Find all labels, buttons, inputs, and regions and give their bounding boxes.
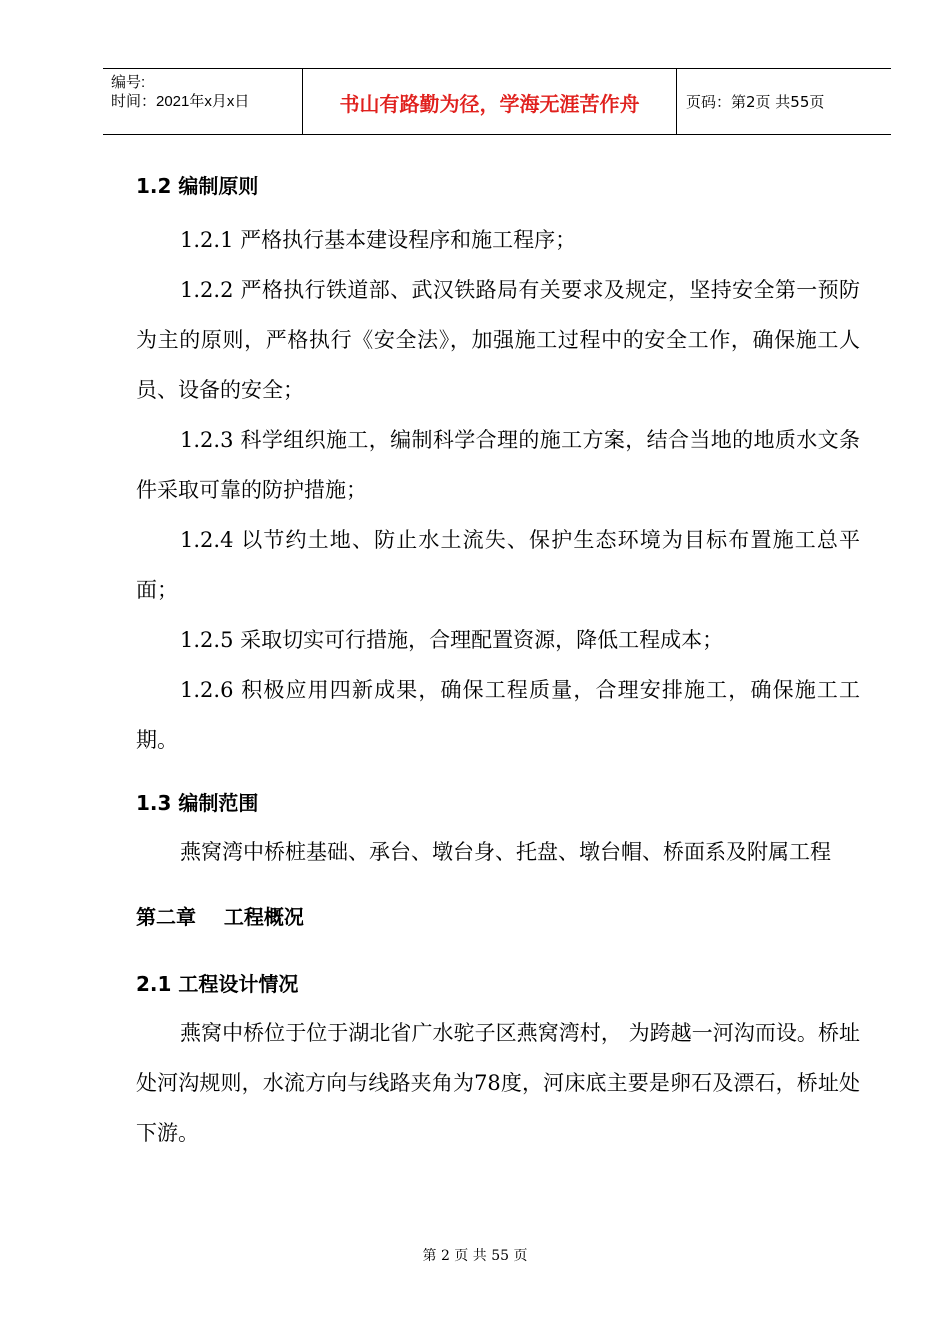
document-time-label: 时间：2021年x月x日 [111, 93, 250, 110]
paragraph-1-2-3: 1.2.3 科学组织施工，编制科学合理的施工方案，结合当地的地质水文条件采取可靠的防护措施； [136, 428, 860, 502]
document-number-label: 编号: [111, 74, 146, 91]
paragraph-1-2-5: 1.2.5 采取切实可行措施，合理配置资源，降低工程成本； [180, 628, 724, 652]
paragraph-1-2-2: 1.2.2 严格执行铁道部、武汉铁路局有关要求及规定，坚持安全第一预防为主的原则，严格执行《安全法》，加强施工过程中的安全工作，确保施工人员、设备的安全； [136, 278, 860, 402]
paragraph-1-2-1: 1.2.1 严格执行基本建设程序和施工程序； [180, 228, 577, 252]
section-title-2-1: 2.1 工程设计情况 [136, 972, 299, 996]
header-motto: 书山有路勤为径，学海无涯苦作舟 [303, 69, 677, 134]
paragraph-design: 燕窝中桥位于位于湖北省广水驼子区燕窝湾村， 为跨越一河沟而设。桥址处河沟规则，水流方向与线路夹角为78度，河床底主要是卵石及漂石，桥址处下游。 [136, 1021, 860, 1145]
section-title-1-2: 1.2 编制原则 [136, 174, 259, 198]
paragraph-scope: 燕窝湾中桥桩基础、承台、墩台身、托盘、墩台帽、桥面系及附属工程 [180, 840, 831, 864]
paragraph-1-2-4: 1.2.4 以节约土地、防止水土流失、保护生态环境为目标布置施工总平面； [136, 528, 860, 602]
document-body [136, 160, 860, 1158]
chapter-title-2: 第二章 工程概况 [136, 905, 304, 929]
paragraph-1-2-6: 1.2.6 积极应用四新成果，确保工程质量，合理安排施工，确保施工工期。 [136, 678, 860, 752]
header-page-label: 页码：第2页 共55页 [686, 93, 825, 111]
section-title-1-3: 1.3 编制范围 [136, 791, 259, 815]
page-footer: 第 2 页 共 55 页 [422, 1248, 528, 1264]
page-header [103, 68, 891, 135]
header-meta [103, 69, 303, 134]
